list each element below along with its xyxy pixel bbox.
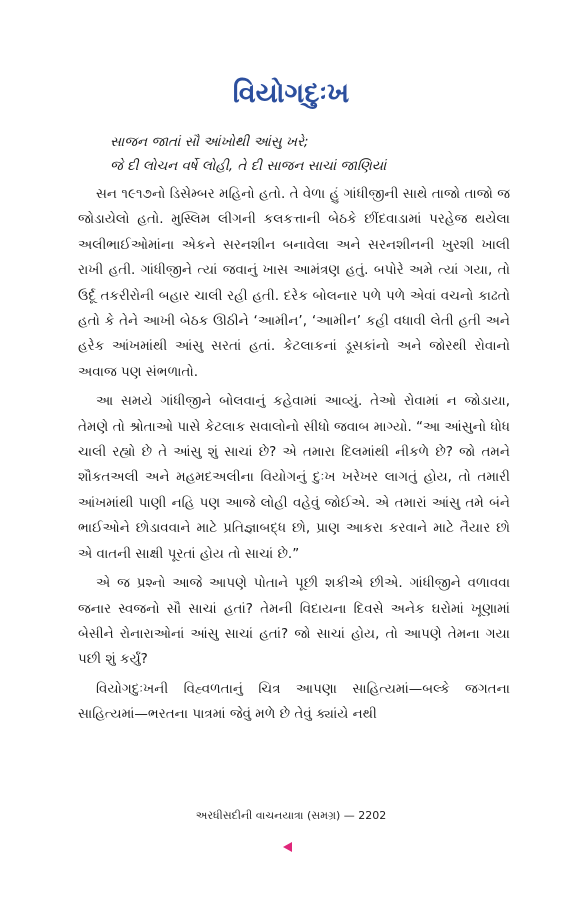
epigraph-line: સાજન જાતાં સૌ આંખોથી આંસુ ખરે; bbox=[110, 134, 309, 150]
epigraph bbox=[110, 130, 550, 178]
previous-page-arrow-icon[interactable] bbox=[283, 842, 292, 852]
paragraph: આ સમયે ગાંધીજીને બોલવાનું કહેવામાં આવ્યું. તેઓ રોવામાં ન જોડાયા, તેમણે તો શ્રોતાઓ પાસે કેટલાક સવાલોનો સીધો જવાબ માગ્યો. “આ આંસુનો ધોધ ચાલી રહ્યો છે તે આંસુ શું સાચાં છે? એ તમારા દિલમાંથી નીકળે છે? જો તમને શૌકતઅલી અને મહમદઅલીના વિયોગનું દુઃખ ખરેખર લાગતું હોય, તો તમારી આંખમાંથી પાણી નહિ પણ આજે લોહી વહેવું જોઈએ. એ તમારાં આંસુ તમે બંને ભાઈઓને છોડાવવાને માટે પ્રતિજ્ઞાબદ્ધ છો, પ્રાણ આકરા કરવાને માટે તૈયાર છો એ વાતની સાક્ષી પૂરતાં હોય તો સાચાં છે.” bbox=[78, 393, 510, 562]
epigraph-line: જે દી લોચન વર્ષે લોહી, તે દી સાજન સાચાં જાણિયાં bbox=[110, 158, 387, 174]
chapter-title: વિયોગદુઃખ bbox=[232, 78, 350, 109]
body-text bbox=[78, 182, 510, 732]
page-footer: અરધીસદીની વાચનયાત્રા (સમગ્ર) — 2202 bbox=[195, 809, 387, 822]
paragraph: વિયોગદુઃખની વિહ્વળતાનું ચિત્ર આપણા સાહિત્યમાં—બલ્કે જગતના સાહિત્યમાં—ભરતના પાત્રમાં જેવું મળે છે તેવું ક્યાંયે નથી bbox=[78, 680, 510, 723]
paragraph: સન ૧૯૧૭નો ડિસેમ્બર મહિનો હતો. તે વેળા હું ગાંધીજીની સાથે તાજો તાજો જ જોડાયેલો હતો. મુસ્લિમ લીગની કલકત્તાની બેઠકે છીંદવાડામાં પરહેજ થયેલા અલીભાઈઓમાંના એકને સરનશીન બનાવેલા અને સરનશીનની ખુરશી ખાલી રાખી હતી. ગાંધીજીને ત્યાં જવાનું ખાસ આમંત્રણ હતું. બપોરે અમે ત્યાં ગયા, તો ઉર્દૂ તકરીરોની બહાર ચાલી રહી હતી. દરેક બોલનાર પળે પળે એવાં વચનો કાઢતો હતો કે તેને આખી બેઠક ઊઠીને ‘આમીન’, ‘આમીન’ કહી વધાવી લેતી હતી અને હરેક આંખમાંથી આંસુ સરતાં હતાં. કેટલાકનાં ડૂસકાંનો અને જોરથી રોવાનો અવાજ પણ સંભળાતો. bbox=[78, 186, 510, 380]
paragraph: એ જ પ્રશ્નો આજે આપણે પોતાને પૂછી શકીએ છીએ. ગાંધીજીને વળાવવા જનાર સ્વજનો સૌ સાચાં હતાં? તેમની વિદાયના દિવસે અનેક ઘરોમાં ખૂણામાં બેસીને રોનારાઓનાં આંસુ સાચાં હતાં? જો સાચાં હોય, તો આપણે તેમના ગયા પછી શું કર્યું? bbox=[78, 575, 510, 668]
